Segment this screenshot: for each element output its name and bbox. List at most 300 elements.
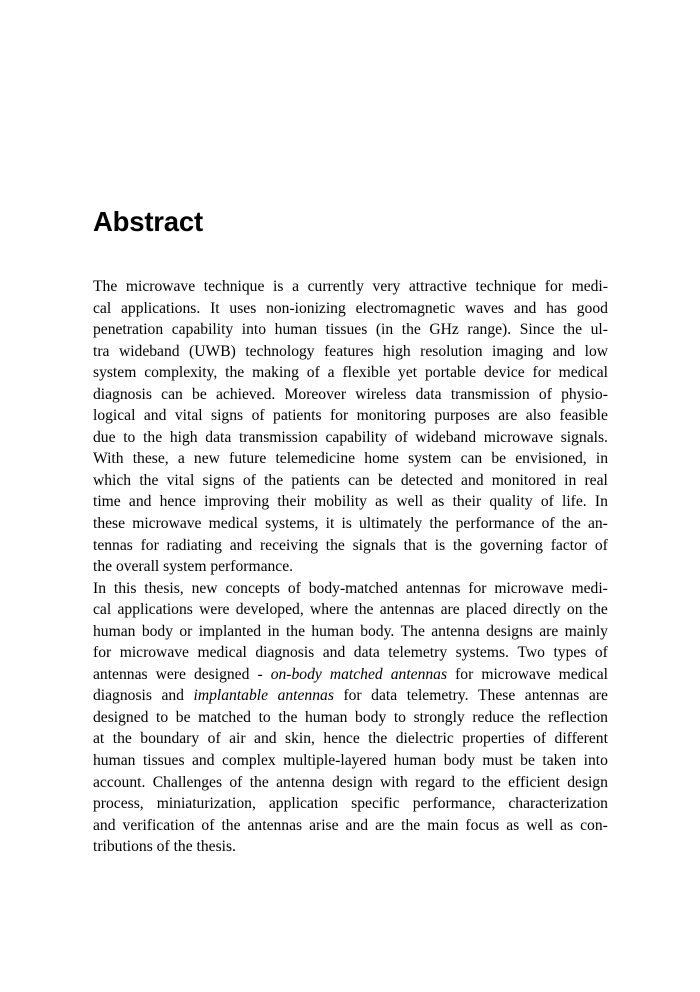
- word: can: [460, 450, 483, 468]
- word: dielectric: [395, 730, 454, 748]
- word: medical: [208, 515, 258, 533]
- word: non-ionizing: [266, 299, 346, 317]
- word: envisioned,: [515, 450, 587, 468]
- word: reduce: [472, 708, 514, 726]
- word: into: [583, 752, 608, 770]
- word: strongly: [413, 708, 465, 726]
- word: and: [552, 342, 576, 360]
- word: the: [278, 708, 298, 726]
- word: process,: [93, 795, 144, 813]
- text-line: [93, 664, 608, 686]
- word: their: [452, 493, 482, 511]
- word: where: [310, 601, 349, 619]
- word: antennas: [405, 579, 461, 597]
- word: the: [368, 730, 388, 748]
- word: for: [468, 579, 487, 597]
- word: body-matched: [308, 579, 398, 597]
- word: antennas: [247, 816, 303, 834]
- word: developed,: [235, 601, 304, 619]
- word: The: [400, 622, 425, 640]
- word: performance,: [412, 795, 496, 813]
- word: for: [93, 644, 112, 662]
- word: as: [375, 493, 389, 511]
- text-line: [93, 599, 608, 621]
- word: a: [327, 364, 335, 382]
- word: and: [229, 536, 253, 554]
- word: Challenges: [152, 773, 223, 791]
- word: penetration: [93, 321, 164, 339]
- word: for: [544, 278, 563, 295]
- text-line: [93, 470, 608, 492]
- word: and: [513, 299, 537, 317]
- word: systems.: [455, 644, 509, 662]
- word: concepts: [225, 579, 280, 597]
- word: of: [540, 493, 554, 511]
- word: attractive: [408, 278, 467, 295]
- text-line: [93, 707, 608, 729]
- word: technique: [475, 278, 537, 295]
- word: it: [325, 515, 335, 533]
- word: of: [533, 730, 547, 748]
- word: antennas: [524, 687, 580, 705]
- word: the: [562, 321, 583, 339]
- word: the: [429, 515, 449, 533]
- word: has: [546, 299, 567, 317]
- word: system: [93, 364, 137, 382]
- word: be: [491, 450, 507, 468]
- word: body: [443, 752, 475, 770]
- word: detected: [400, 471, 453, 489]
- word: at: [93, 730, 105, 748]
- word: (in: [375, 321, 394, 339]
- word: future: [229, 450, 267, 468]
- word: cal: [93, 601, 112, 619]
- word: arise: [309, 816, 339, 834]
- word: of: [242, 471, 256, 489]
- word: can: [348, 471, 370, 489]
- word: These: [478, 687, 516, 705]
- word: of: [251, 407, 265, 425]
- text-line: [93, 513, 608, 535]
- word: feasible: [559, 407, 608, 425]
- word: a: [292, 278, 299, 295]
- word: (UWB): [189, 342, 236, 360]
- text-line: [93, 362, 608, 384]
- word: verification: [122, 816, 195, 834]
- word: the: [325, 536, 345, 554]
- word: on-body: [270, 665, 322, 683]
- word: physio-: [561, 385, 608, 403]
- word: directly: [512, 601, 561, 619]
- word: the: [401, 321, 421, 339]
- word: design: [567, 773, 608, 791]
- word: very: [372, 278, 401, 295]
- word: with: [380, 773, 408, 791]
- word: tennas: [93, 536, 133, 554]
- word: yet: [398, 364, 418, 382]
- word: their: [277, 493, 306, 511]
- word: medi-: [571, 579, 608, 597]
- word: patients: [291, 471, 340, 489]
- word: be: [175, 708, 191, 726]
- word: high: [169, 428, 198, 446]
- word: these: [93, 515, 126, 533]
- word: the: [401, 816, 421, 834]
- word: In: [594, 493, 608, 511]
- word: properties: [462, 730, 525, 748]
- word: thesis,: [144, 579, 184, 597]
- word: this: [113, 579, 137, 597]
- word: efficient: [508, 773, 560, 791]
- word: for: [140, 536, 159, 554]
- word: quality: [489, 493, 533, 511]
- word: account.: [93, 773, 146, 791]
- word: for: [532, 364, 551, 382]
- word: and: [93, 816, 116, 834]
- word: to: [258, 708, 271, 726]
- word: capability: [325, 428, 387, 446]
- word: and: [254, 730, 277, 748]
- word: features: [324, 342, 374, 360]
- word: different: [554, 730, 608, 748]
- word: of: [541, 515, 555, 533]
- word: and: [192, 752, 215, 770]
- word: these,: [132, 450, 169, 468]
- word: logical: [93, 407, 136, 425]
- word: be: [192, 385, 207, 403]
- text-line: [93, 815, 608, 837]
- word: on: [566, 601, 583, 619]
- word: well: [396, 493, 424, 511]
- word: for: [343, 687, 362, 705]
- word: diagnosis: [255, 644, 315, 662]
- word: wideband: [415, 428, 477, 446]
- word: radiating: [166, 536, 222, 554]
- word: the: [354, 601, 374, 619]
- word: the: [588, 601, 608, 619]
- word: portable: [424, 364, 477, 382]
- word: as: [506, 816, 520, 834]
- word: capability: [171, 321, 234, 339]
- word: be: [377, 471, 393, 489]
- word: for: [329, 407, 349, 425]
- word: body.: [360, 622, 395, 640]
- word: diagnosis: [93, 687, 152, 705]
- text-line: [93, 772, 608, 794]
- word: diagnosis: [93, 385, 152, 403]
- word: the: [452, 536, 472, 554]
- word: human: [93, 752, 136, 770]
- word: mobility: [314, 493, 367, 511]
- word: to: [462, 773, 475, 791]
- word: air: [229, 730, 246, 748]
- text-line: [93, 405, 608, 427]
- word: complexity,: [144, 364, 218, 382]
- word: main: [427, 816, 459, 834]
- word: hence: [159, 493, 196, 511]
- word: transmission: [450, 385, 530, 403]
- word: complex: [222, 752, 276, 770]
- word: the: [143, 428, 163, 446]
- text-line: [93, 728, 608, 750]
- word: in: [564, 471, 577, 489]
- word: data: [353, 644, 380, 662]
- word: also: [525, 407, 551, 425]
- word: wideband: [118, 342, 180, 360]
- paragraph-1: [93, 276, 608, 578]
- word: electromagnetic: [355, 299, 456, 317]
- text-line: [93, 448, 608, 470]
- word: ul-: [590, 321, 608, 339]
- word: signals.: [560, 428, 608, 446]
- word: patients: [273, 407, 322, 425]
- word: as: [560, 816, 574, 834]
- word: achieved.: [215, 385, 276, 403]
- word: performance: [455, 515, 535, 533]
- word: were: [199, 601, 230, 619]
- word: technology: [245, 342, 315, 360]
- text-line: [93, 750, 608, 772]
- text-line: [93, 319, 608, 341]
- word: the: [221, 816, 241, 834]
- word: skin,: [285, 730, 315, 748]
- word: miniaturization,: [156, 795, 256, 813]
- word: telemetry: [388, 644, 448, 662]
- word: the: [285, 622, 306, 640]
- word: the: [264, 471, 284, 489]
- word: human: [93, 622, 136, 640]
- word: system: [408, 450, 452, 468]
- word: designs: [486, 622, 533, 640]
- word: the: [561, 515, 581, 533]
- word: into: [241, 321, 267, 339]
- word: must: [482, 752, 513, 770]
- word: telemedicine: [275, 450, 356, 468]
- word: or: [179, 622, 193, 640]
- word: monitored: [491, 471, 556, 489]
- word: -: [257, 665, 263, 683]
- word: of: [201, 816, 215, 834]
- word: are: [375, 816, 395, 834]
- word: microwave: [494, 579, 564, 597]
- word: regard: [415, 773, 455, 791]
- word: and: [128, 493, 152, 511]
- word: transmission: [238, 428, 318, 446]
- word: placed: [465, 601, 507, 619]
- word: matched: [198, 708, 251, 726]
- word: implantable: [193, 687, 269, 705]
- word: new: [193, 450, 220, 468]
- word: flexible: [342, 364, 391, 382]
- word: making: [252, 364, 299, 382]
- word: due: [93, 428, 116, 446]
- word: a: [177, 450, 185, 468]
- word: waves: [464, 299, 504, 317]
- word: device: [483, 364, 525, 382]
- word: of: [287, 579, 301, 597]
- word: characterization: [508, 795, 608, 813]
- word: telemetry.: [406, 687, 469, 705]
- word: were: [155, 665, 186, 683]
- word: and: [161, 687, 184, 705]
- word: are: [440, 601, 460, 619]
- word: With: [93, 450, 124, 468]
- word: antennas: [93, 665, 148, 683]
- word: signals: [352, 536, 396, 554]
- text-line: [93, 491, 608, 513]
- word: home: [364, 450, 399, 468]
- word: the: [521, 708, 541, 726]
- word: of: [538, 385, 552, 403]
- word: technique: [203, 278, 265, 295]
- word: designed: [193, 665, 250, 683]
- word: to: [393, 708, 406, 726]
- word: con-: [580, 816, 608, 834]
- word: of: [394, 428, 408, 446]
- word: body: [355, 708, 387, 726]
- word: of: [207, 730, 221, 748]
- word: multiple-layered: [283, 752, 387, 770]
- word: of: [306, 364, 320, 382]
- word: factor: [550, 536, 588, 554]
- text-line: [93, 642, 608, 664]
- word: human: [393, 752, 437, 770]
- word: applications.: [121, 299, 201, 317]
- text-line: [93, 793, 608, 815]
- word: Moreover: [284, 385, 347, 403]
- word: time: [93, 493, 121, 511]
- text-line: [93, 298, 608, 320]
- word: are: [539, 622, 559, 640]
- word: range).: [467, 321, 512, 339]
- word: is: [434, 536, 446, 554]
- word: taken: [542, 752, 577, 770]
- page-title: Abstract: [93, 206, 203, 238]
- word: medi-: [571, 278, 608, 295]
- word: designed: [93, 708, 149, 726]
- word: for: [455, 665, 474, 683]
- word: of: [594, 536, 608, 554]
- word: antennas: [379, 601, 435, 619]
- word: be: [520, 752, 535, 770]
- word: high: [382, 342, 411, 360]
- abstract-body: [93, 276, 608, 858]
- word: hence: [323, 730, 360, 748]
- word: purposes: [434, 407, 490, 425]
- word: human: [274, 321, 318, 339]
- word: signs: [211, 407, 244, 425]
- word: are: [498, 407, 518, 425]
- word: design: [331, 773, 373, 791]
- word: the: [225, 364, 245, 382]
- word: of: [229, 773, 243, 791]
- word: governing: [479, 536, 543, 554]
- word: tra: [93, 342, 110, 360]
- word: Since: [519, 321, 555, 339]
- text-line: [93, 578, 608, 600]
- word: resolution: [420, 342, 483, 360]
- word: uses: [229, 299, 257, 317]
- word: human: [304, 708, 348, 726]
- word: medical: [197, 644, 247, 662]
- word: applications: [117, 601, 193, 619]
- word: low: [584, 342, 608, 360]
- word: is: [273, 278, 284, 295]
- word: medical: [558, 665, 608, 683]
- word: new: [191, 579, 218, 597]
- word: tissues: [142, 752, 185, 770]
- word: is: [341, 515, 352, 533]
- text-line: [93, 685, 608, 707]
- text-line: [93, 384, 608, 406]
- word: In: [93, 579, 106, 597]
- word: microwave: [483, 428, 553, 446]
- word: antennas: [390, 665, 448, 683]
- text-line: tributions of the thesis.: [93, 838, 236, 856]
- word: to: [123, 428, 136, 446]
- paragraph-2: [93, 578, 608, 858]
- word: microwave: [119, 644, 189, 662]
- word: wireless: [355, 385, 407, 403]
- word: systems,: [265, 515, 319, 533]
- word: currently: [307, 278, 364, 295]
- word: signs: [202, 471, 235, 489]
- word: well: [526, 816, 554, 834]
- word: data: [415, 385, 442, 403]
- word: mainly: [564, 622, 608, 640]
- text-line: the overall system performance.: [93, 558, 294, 576]
- word: and: [322, 644, 346, 662]
- word: data: [205, 428, 232, 446]
- word: that: [403, 536, 428, 554]
- word: life.: [562, 493, 587, 511]
- word: types: [553, 644, 587, 662]
- word: as: [431, 493, 445, 511]
- word: the: [249, 773, 269, 791]
- word: to: [156, 708, 169, 726]
- word: of: [594, 644, 608, 662]
- word: implanted: [198, 622, 262, 640]
- text-line: [93, 427, 608, 449]
- word: the: [139, 471, 159, 489]
- word: are: [588, 687, 608, 705]
- word: microwave: [481, 665, 551, 683]
- word: can: [161, 385, 183, 403]
- word: reflection: [548, 708, 608, 726]
- word: vital: [174, 407, 203, 425]
- text-line: [93, 535, 608, 557]
- word: Two: [517, 644, 545, 662]
- text-line: [93, 621, 608, 643]
- word: human: [311, 622, 354, 640]
- word: antenna: [276, 773, 325, 791]
- text-line: [93, 341, 608, 363]
- word: antennas: [277, 687, 334, 705]
- word: imaging: [492, 342, 544, 360]
- word: application: [268, 795, 339, 813]
- word: cal: [93, 299, 112, 317]
- word: improving: [204, 493, 270, 511]
- word: which: [93, 471, 132, 489]
- word: tissues: [325, 321, 368, 339]
- word: ultimately: [359, 515, 423, 533]
- word: matched: [329, 665, 383, 683]
- word: in: [595, 450, 608, 468]
- word: in: [267, 622, 280, 640]
- word: specific: [351, 795, 400, 813]
- word: the: [112, 730, 132, 748]
- word: microwave: [125, 278, 196, 295]
